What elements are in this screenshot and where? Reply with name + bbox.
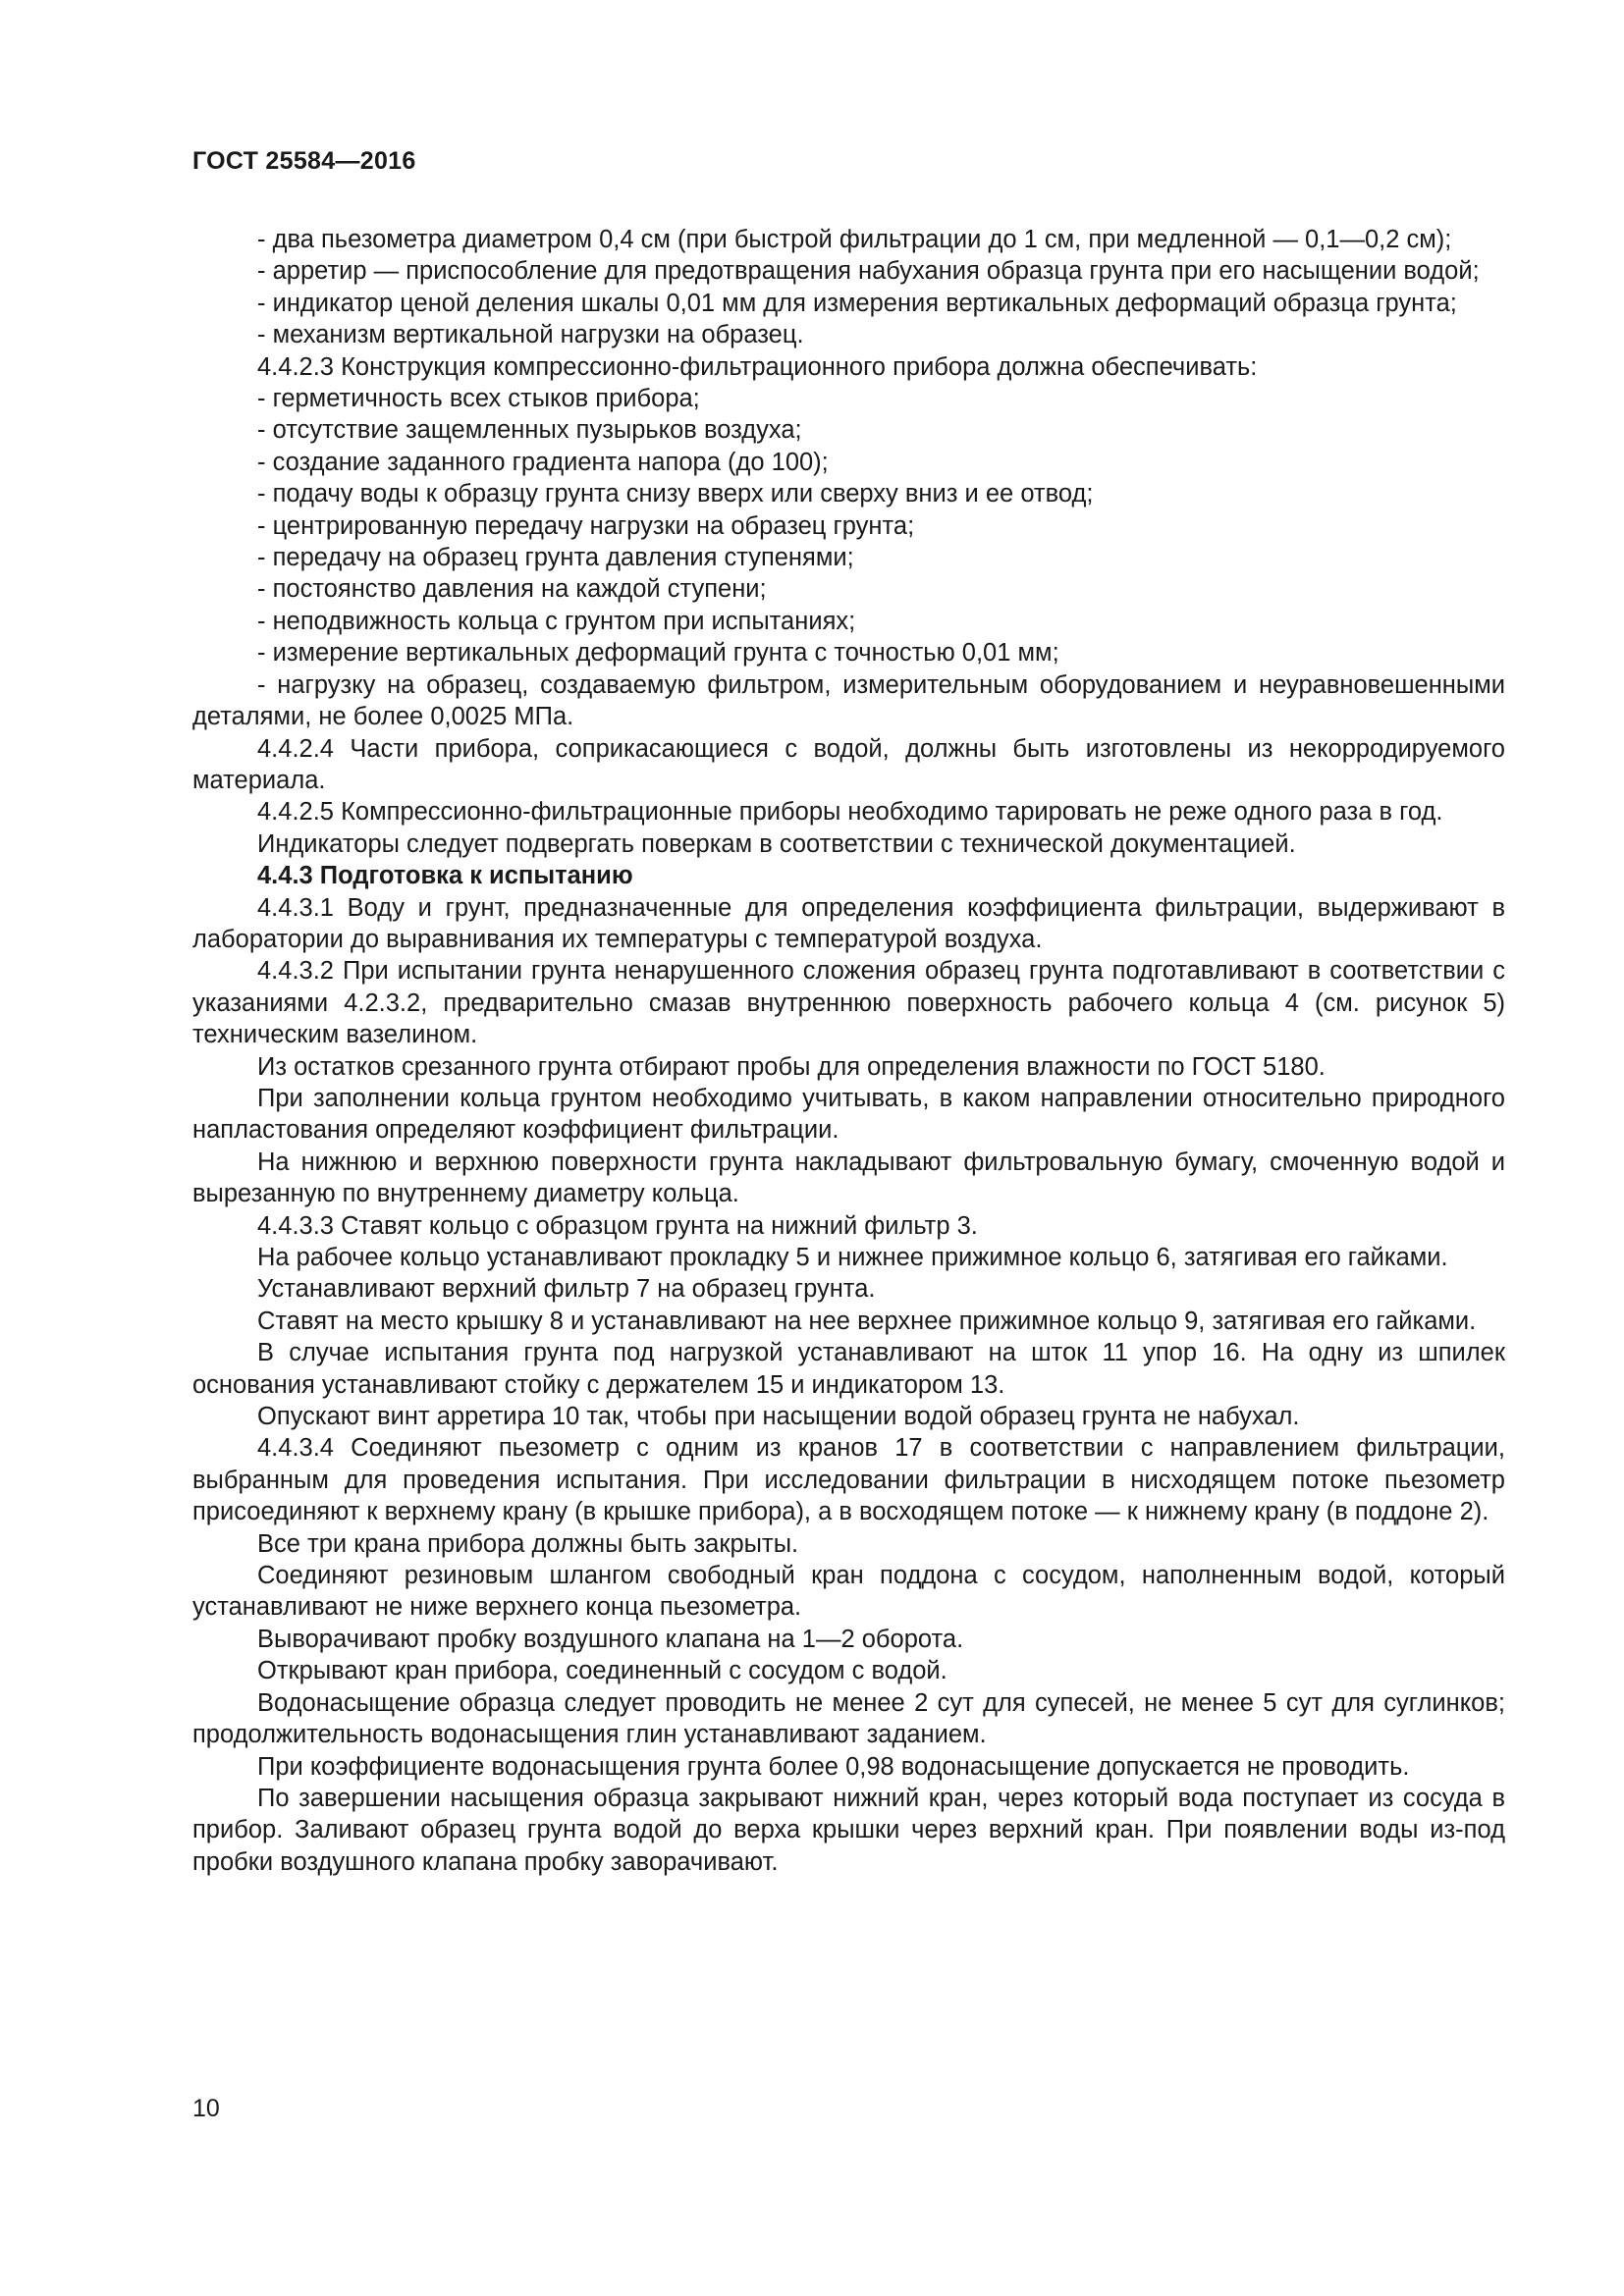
paragraph: На нижнюю и верхнюю поверхности грунта накладывают фильтровальную бумагу, смоченную водой и вырезанную по внутреннему диаметру кольца. <box>192 1148 1505 1208</box>
paragraph: 4.4.2.5 Компрессионно-фильтрационные приборы необходимо тарировать не реже одного раза в год. <box>257 798 1443 827</box>
paragraph: 4.4.2.4 Части прибора, соприкасающиеся с водой, должны быть изготовлены из некорродируемого материала. <box>192 734 1505 794</box>
paragraph: Индикаторы следует подвергать поверкам в соответствии с технической документацией. <box>257 829 1296 858</box>
paragraph: Водонасыщение образца следует проводить не менее 2 сут для супесей, не менее 5 сут для суглинков; продолжительность водонасыщения глин устанавливают заданием. <box>192 1688 1505 1749</box>
paragraph: 4.4.3.3 Ставят кольцо с образцом грунта на нижний фильтр 3. <box>257 1211 978 1240</box>
paragraph: Из остатков срезанного грунта отбирают пробы для определения влажности по ГОСТ 5180. <box>257 1052 1326 1081</box>
document-body <box>192 224 1505 1878</box>
paragraph: - механизм вертикальной нагрузки на образец. <box>257 321 804 349</box>
paragraph: - центрированную передачу нагрузки на образец грунта; <box>257 511 915 540</box>
paragraph: - отсутствие защемленных пузырьков воздуха; <box>257 416 802 445</box>
paragraph: - постоянство давления на каждой ступени; <box>257 575 767 604</box>
section-heading: 4.4.3 Подготовка к испытанию <box>257 862 633 890</box>
paragraph: - арретир — приспособление для предотвращения набухания образца грунта при его насыщении водой; <box>257 257 1480 286</box>
paragraph: Ставят на место крышку 8 и устанавливают на нее верхнее прижимное кольцо 9, затягивая его гайками. <box>257 1307 1477 1335</box>
paragraph: При заполнении кольца грунтом необходимо учитывать, в каком направлении относительно природного напластования определяют коэффициент фильтрации. <box>192 1084 1505 1145</box>
paragraph: - передачу на образец грунта давления ступенями; <box>257 544 854 572</box>
paragraph: - подачу воды к образцу грунта снизу вверх или сверху вниз и ее отвод; <box>257 480 1094 508</box>
document-header: ГОСТ 25584—2016 <box>192 147 416 175</box>
paragraph: Опускают винт арретира 10 так, чтобы при насыщении водой образец грунта не набухал. <box>257 1403 1300 1431</box>
paragraph: - герметичность всех стыков прибора; <box>257 385 700 413</box>
paragraph: - измерение вертикальных деформаций грунта с точностью 0,01 мм; <box>257 639 1059 667</box>
paragraph: - нагрузку на образец, создаваемую фильтром, измерительным оборудованием и неуравновешенными деталями, не более 0,0025 МПа. <box>192 670 1505 731</box>
paragraph: Открывают кран прибора, соединенный с сосудом с водой. <box>257 1657 947 1685</box>
page-number: 10 <box>192 2095 220 2122</box>
paragraph: Соединяют резиновым шлангом свободный кран поддона с сосудом, наполненным водой, который устанавливают не ниже верхнего конца пьезометра. <box>192 1562 1505 1622</box>
paragraph: - два пьезометра диаметром 0,4 см (при быстрой фильтрации до 1 см, при медленной — 0,1—0,2 см); <box>257 226 1452 253</box>
paragraph: Все три крана прибора должны быть закрыты. <box>257 1529 799 1558</box>
paragraph: 4.4.3.1 Воду и грунт, предназначенные для определения коэффициента фильтрации, выдерживают в лаборатории до выравнивания их температуры с температурой воздуха. <box>192 893 1505 953</box>
paragraph: Выворачивают пробку воздушного клапана на 1—2 оборота. <box>257 1625 964 1653</box>
paragraph: 4.4.2.3 Конструкция компрессионно-фильтрационного прибора должна обеспечивать: <box>257 352 1258 381</box>
paragraph: 4.4.3.2 При испытании грунта ненарушенного сложения образец грунта подготавливают в соответствии с указаниями 4.2.3.2, предварительно смазав внутреннюю поверхность рабочего кольца 4 (см. рисунок 5) техническим вазелином. <box>192 957 1505 1049</box>
paragraph: - создание заданного градиента напора (до 100); <box>257 448 829 476</box>
paragraph: В случае испытания грунта под нагрузкой устанавливают на шток 11 упор 16. На одну из шпилек основания устанавливают стойку с держателем 15 и индикатором 13. <box>192 1339 1505 1399</box>
paragraph: - индикатор ценой деления шкалы 0,01 мм для измерения вертикальных деформаций образца грунта; <box>257 289 1457 317</box>
paragraph: При коэффициенте водонасыщения грунта более 0,98 водонасыщение допускается не проводить. <box>257 1752 1410 1781</box>
paragraph: - неподвижность кольца с грунтом при испытаниях; <box>257 607 856 635</box>
paragraph: 4.4.3.4 Соединяют пьезометр с одним из кранов 17 в соответствии с направлением фильтрации, выбранным для проведения испытания. При исследовании фильтрации в нисходящем потоке пьезометр присоединяют к верхнему крану (в крышке прибора), а в восходящем потоке — к нижнему крану (в поддоне 2). <box>192 1434 1505 1526</box>
paragraph: Устанавливают верхний фильтр 7 на образец грунта. <box>257 1275 876 1304</box>
paragraph: На рабочее кольцо устанавливают прокладку 5 и нижнее прижимное кольцо 6, затягивая его гайками. <box>257 1244 1448 1271</box>
paragraph: По завершении насыщения образца закрывают нижний кран, через который вода поступает из сосуда в прибор. Заливают образец грунта водой до верха крышки через верхний кран. При появлении воды из-под пробки воздушного клапана пробку заворачивают. <box>192 1784 1505 1876</box>
